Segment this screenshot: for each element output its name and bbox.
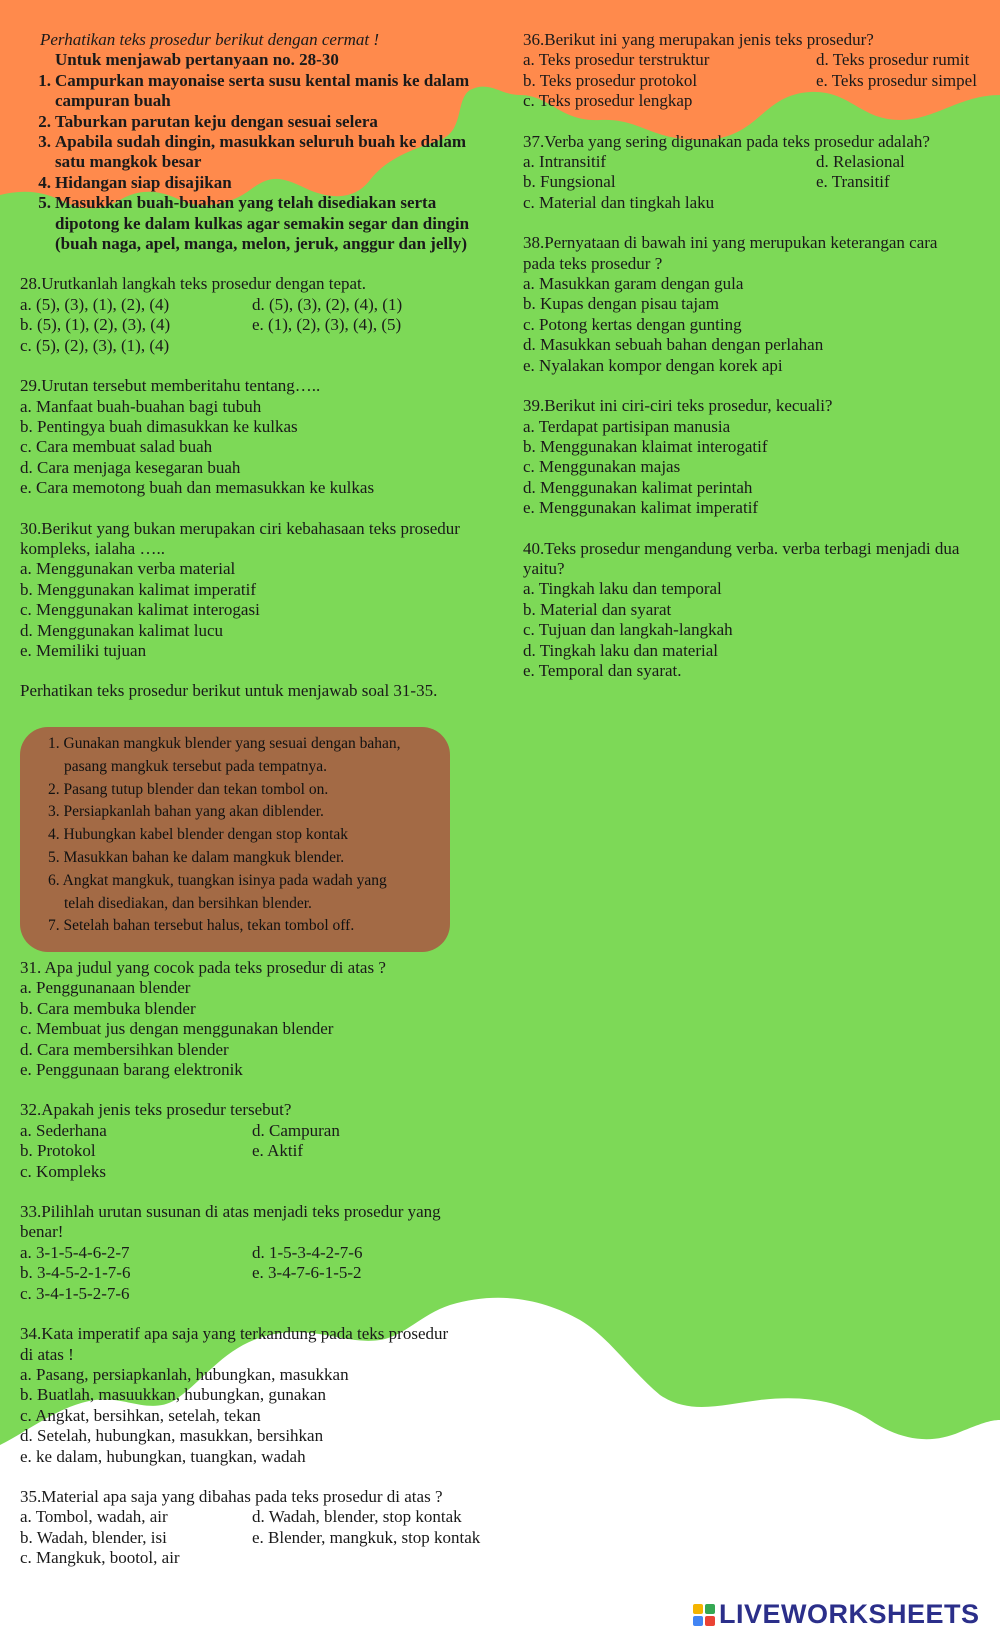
option-b[interactable]: b. Wadah, blender, isi [20, 1527, 167, 1547]
option-b[interactable]: b. Protokol [20, 1141, 96, 1161]
option-c[interactable]: c. Membuat jus dengan menggunakan blender [20, 1019, 334, 1039]
question-37 [523, 132, 1000, 214]
question-28 [20, 274, 502, 356]
option-c[interactable]: c. Cara membuat salad buah [20, 437, 213, 457]
question-32 [20, 1100, 502, 1182]
left-column-lower [20, 958, 502, 1569]
option-c[interactable]: c. Tujuan dan langkah-langkah [523, 620, 733, 640]
blender-step-cont: pasang mangkuk tersebut pada tempatnya. [64, 757, 327, 775]
option-a[interactable]: a. Pasang, persiapkanlah, hubungkan, masukkan [20, 1364, 349, 1384]
question-38 [523, 233, 1000, 376]
option-c[interactable]: c. Kompleks [20, 1161, 106, 1181]
option-c[interactable]: c. Menggunakan kalimat interogasi [20, 600, 260, 620]
option-a[interactable]: a. Manfaat buah-buahan bagi tubuh [20, 396, 262, 416]
option-c[interactable]: c. (5), (2), (3), (1), (4) [20, 335, 170, 355]
section-heading: Untuk menjawab pertanyaan no. 28-30 [55, 50, 339, 70]
option-a[interactable]: a. Teks prosedur terstruktur [523, 50, 710, 70]
blender-step: 1. Gunakan mangkuk blender yang sesuai dengan bahan, [48, 735, 401, 752]
logo-text: LIVEWORKSHEETS [719, 1599, 980, 1629]
option-a[interactable]: a. Masukkan garam dengan gula [523, 274, 744, 294]
blender-step: 7. Setelah bahan tersebut halus, tekan tombol off. [48, 917, 355, 935]
option-e[interactable]: e. Blender, mangkuk, stop kontak [252, 1527, 481, 1547]
question-text: 33.Pilihlah urutan susunan di atas menjadi teks prosedur yang [20, 1202, 441, 1222]
question-text: 40.Teks prosedur mengandung verba. verba terbagi menjadi dua [523, 538, 960, 558]
option-d[interactable]: d. Menggunakan kalimat perintah [523, 477, 753, 497]
option-c[interactable]: c. Material dan tingkah laku [523, 192, 715, 212]
question-text-cont: kompleks, ialaha ….. [20, 538, 165, 558]
question-text: 37.Verba yang sering digunakan pada teks prosedur adalah? [523, 131, 930, 151]
option-e[interactable]: e. Cara memotong buah dan memasukkan ke kulkas [20, 478, 375, 498]
option-a[interactable]: a. Tingkah laku dan temporal [523, 579, 722, 599]
question-text: 32.Apakah jenis teks prosedur tersebut? [20, 1100, 292, 1120]
option-a[interactable]: a. Menggunakan verba material [20, 559, 236, 579]
option-e[interactable]: e. Memiliki tujuan [20, 640, 147, 660]
option-d[interactable]: d. Tingkah laku dan material [523, 640, 719, 660]
procedure-step: 3. Apabila sudah dingin, masukkan seluruh buah ke dalam satu mangkok besar [38, 132, 467, 172]
procedure-step: 5. Masukkan buah-buahan yang telah disediakan serta dipotong ke dalam kulkas agar semakin segar dan dingin (buah naga, apel, manga, melon, jeruk, anggur dan jelly) [38, 193, 470, 254]
blender-step: 6. Angkat mangkuk, tuangkan isinya pada wadah yang [48, 871, 387, 889]
question-35 [20, 1487, 502, 1569]
option-e[interactable]: e. Aktif [252, 1141, 303, 1161]
question-40 [523, 539, 1000, 682]
instruction-note: Perhatikan teks prosedur berikut dengan cermat ! [40, 30, 379, 49]
option-e[interactable]: e. Penggunaan barang elektronik [20, 1060, 243, 1080]
option-b[interactable]: b. Fungsional [523, 172, 616, 192]
question-text: 31. Apa judul yang cocok pada teks prosedur di atas ? [20, 958, 386, 977]
option-a[interactable]: a. (5), (3), (1), (2), (4) [20, 294, 170, 314]
question-34 [20, 1324, 502, 1467]
option-c[interactable]: c. Teks prosedur lengkap [523, 91, 693, 111]
option-b[interactable]: b. Material dan syarat [523, 599, 672, 619]
option-c[interactable]: c. Potong kertas dengan gunting [523, 314, 742, 334]
option-c[interactable]: c. Angkat, bersihkan, setelah, tekan [20, 1405, 261, 1425]
blender-step: 4. Hubungkan kabel blender dengan stop kontak [48, 826, 349, 844]
option-d[interactable]: d. Menggunakan kalimat lucu [20, 620, 224, 640]
option-e[interactable]: e. Nyalakan kompor dengan korek api [523, 355, 783, 375]
option-d[interactable]: d. Campuran [252, 1120, 340, 1140]
option-e[interactable]: e. ke dalam, hubungkan, tuangkan, wadah [20, 1446, 306, 1466]
option-d[interactable]: d. Cara menjaga kesegaran buah [20, 457, 241, 477]
option-e[interactable]: e. (1), (2), (3), (4), (5) [252, 315, 402, 335]
right-column [523, 30, 1000, 681]
option-b[interactable]: b. 3-4-5-2-1-7-6 [20, 1263, 131, 1283]
option-d[interactable]: d. Teks prosedur rumit [816, 50, 970, 70]
question-33 [20, 1202, 502, 1304]
option-a[interactable]: a. Terdapat partisipan manusia [523, 416, 731, 436]
question-text-cont: pada teks prosedur ? [523, 253, 663, 273]
option-b[interactable]: b. (5), (1), (2), (3), (4) [20, 315, 171, 335]
question-text-cont: di atas ! [20, 1344, 74, 1364]
option-b[interactable]: b. Cara membuka blender [20, 998, 196, 1018]
option-c[interactable]: c. 3-4-1-5-2-7-6 [20, 1283, 130, 1303]
option-e[interactable]: e. 3-4-7-6-1-5-2 [252, 1263, 362, 1283]
question-30 [20, 519, 502, 662]
question-text: 36.Berikut ini yang merupakan jenis teks prosedur? [523, 30, 874, 49]
option-a[interactable]: a. 3-1-5-4-6-2-7 [20, 1242, 130, 1262]
option-b[interactable]: b. Pentingya buah dimasukkan ke kulkas [20, 416, 298, 436]
question-text: 34.Kata imperatif apa saja yang terkandung pada teks prosedur [20, 1324, 449, 1344]
option-d[interactable]: d. Wadah, blender, stop kontak [252, 1507, 462, 1527]
question-31 [20, 958, 502, 1080]
option-c[interactable]: c. Menggunakan majas [523, 457, 681, 477]
question-text-cont: benar! [20, 1222, 64, 1242]
option-a[interactable]: a. Penggunanaan blender [20, 978, 191, 998]
procedure-step: 2. Taburkan parutan keju dengan sesuai selera [38, 111, 378, 131]
question-text: 28.Urutkanlah langkah teks prosedur dengan tepat. [20, 274, 367, 294]
blender-step: 3. Persiapkanlah bahan yang akan diblender. [48, 803, 324, 821]
liveworksheets-logo-icon [693, 1604, 715, 1626]
question-text: 39.Berikut ini ciri-ciri teks prosedur, kecuali? [523, 396, 833, 416]
question-text: 29.Urutan tersebut memberitahu tentang….. [20, 376, 321, 396]
option-a[interactable]: a. Intransitif [523, 152, 607, 172]
question-39 [523, 396, 1000, 518]
instruction-note-2: Perhatikan teks prosedur berikut untuk menjawab soal 31-35. [20, 681, 438, 701]
option-b[interactable]: b. Teks prosedur protokol [523, 70, 698, 90]
option-d[interactable]: d. Relasional [816, 152, 905, 172]
option-a[interactable]: a. Sederhana [20, 1120, 107, 1140]
question-text-cont: yaitu? [523, 558, 565, 578]
procedure-step: 4. Hidangan siap disajikan [38, 172, 232, 192]
option-c[interactable]: c. Mangkuk, bootol, air [20, 1548, 180, 1568]
option-e[interactable]: e. Transitif [816, 172, 890, 192]
question-text: 38.Pernyataan di bawah ini yang merupukan keterangan cara [523, 233, 938, 253]
option-d[interactable]: d. Cara membersihkan blender [20, 1039, 229, 1059]
liveworksheets-logo [693, 1599, 980, 1630]
option-b[interactable]: b. Kupas dengan pisau tajam [523, 294, 719, 314]
blender-step: 2. Pasang tutup blender dan tekan tombol on. [48, 780, 329, 798]
option-d[interactable]: d. (5), (3), (2), (4), (1) [252, 294, 403, 314]
option-d[interactable]: d. Setelah, hubungkan, masukkan, bersihkan [20, 1426, 324, 1446]
option-d[interactable]: d. Masukkan sebuah bahan dengan perlahan [523, 335, 824, 355]
question-29 [20, 376, 502, 498]
option-b[interactable]: b. Menggunakan klaimat interogatif [523, 436, 768, 456]
option-b[interactable]: b. Buatlah, masuukkan, hubungkan, gunakan [20, 1385, 326, 1405]
blender-step-cont: telah disediakan, dan bersihkan blender. [64, 894, 312, 912]
question-text: 35.Material apa saja yang dibahas pada teks prosedur di atas ? [20, 1486, 443, 1506]
procedure-step: 1. Campurkan mayonaise serta susu kental manis ke dalam campuran buah [38, 70, 470, 111]
blender-step: 5. Masukkan bahan ke dalam mangkuk blender. [48, 848, 345, 866]
option-e[interactable]: e. Menggunakan kalimat imperatif [523, 498, 759, 518]
question-text: 30.Berikut yang bukan merupakan ciri kebahasaan teks prosedur [20, 518, 460, 538]
option-b[interactable]: b. Menggunakan kalimat imperatif [20, 579, 257, 599]
option-e[interactable]: e. Teks prosedur simpel [816, 70, 977, 90]
procedure-steps [20, 71, 502, 255]
option-d[interactable]: d. 1-5-3-4-2-7-6 [252, 1242, 363, 1262]
blender-procedure-box [20, 727, 450, 952]
option-e[interactable]: e. Temporal dan syarat. [523, 660, 682, 680]
option-a[interactable]: a. Tombol, wadah, air [20, 1507, 168, 1527]
left-column [20, 30, 502, 702]
question-36 [523, 30, 1000, 112]
